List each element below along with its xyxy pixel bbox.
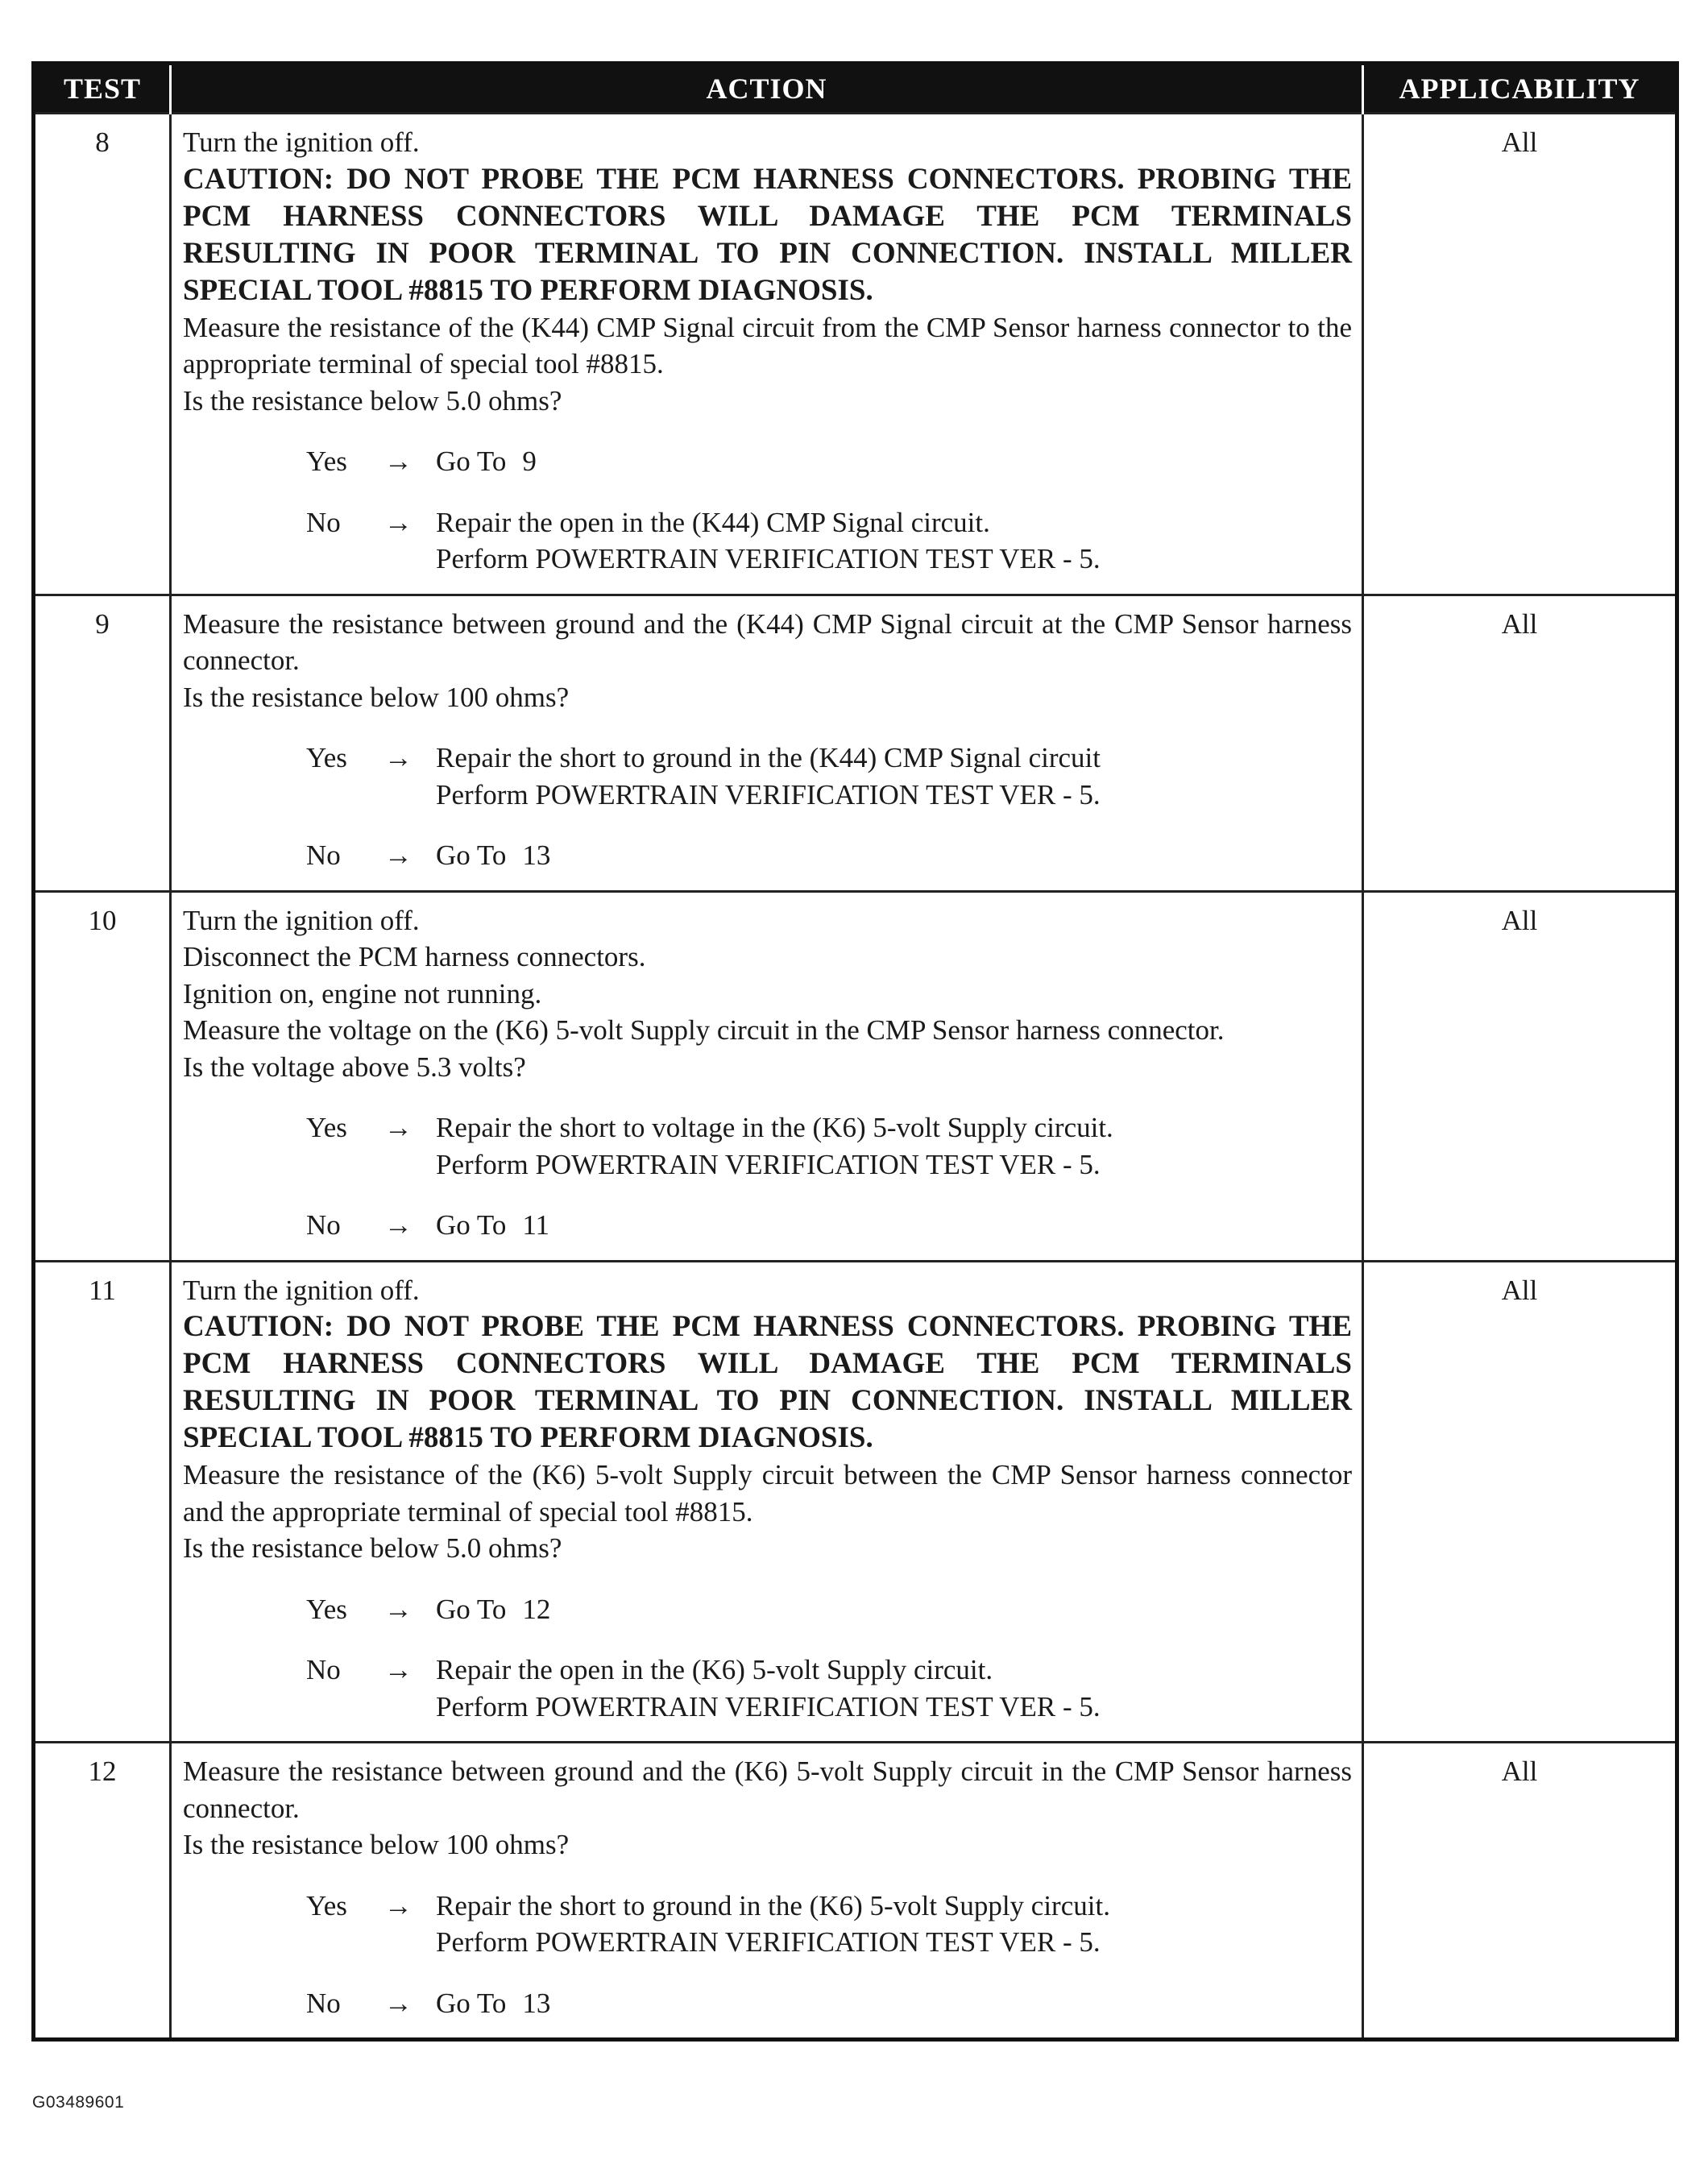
yes-result	[436, 740, 1352, 813]
table-row	[34, 891, 1677, 1261]
no-result	[436, 1652, 1352, 1725]
yes-outcome	[306, 443, 1352, 480]
step-text: Disconnect the PCM harness connectors.	[183, 941, 646, 972]
step-text: Measure the resistance of the (K6) 5-volt Supply circuit between the CMP Sensor harness connector and the appropriate terminal of special tool #8815.	[183, 1459, 1352, 1528]
test-number: 9	[34, 595, 171, 891]
yes-result	[436, 1591, 1352, 1628]
goto-test-number: 9	[522, 446, 537, 477]
arrow-icon: →	[384, 742, 412, 773]
step-text: Measure the resistance between ground and the (K6) 5-volt Supply circuit in the CMP Sensor harness connector.	[183, 1756, 1352, 1824]
test-number: 12	[34, 1743, 171, 2040]
question-text: Is the voltage above 5.3 volts?	[183, 1051, 526, 1083]
yes-outcome	[306, 1591, 1352, 1628]
action-cell	[171, 891, 1363, 1261]
table-row	[34, 1261, 1677, 1743]
result-line: Repair the short to ground in the (K44) CMP Signal circuit	[436, 742, 1101, 773]
goto-test-number: 13	[522, 839, 551, 871]
result-line: Repair the open in the (K6) 5-volt Supply circuit.	[436, 1654, 993, 1685]
table-header	[34, 64, 1677, 114]
test-number: 10	[34, 891, 171, 1261]
applicability-cell: All	[1363, 1261, 1677, 1743]
yes-outcome	[306, 1888, 1352, 1961]
yes-result	[436, 1109, 1352, 1183]
header-action: ACTION	[171, 64, 1363, 114]
question-text: Is the resistance below 100 ohms?	[183, 1829, 570, 1860]
goto-line	[436, 837, 1352, 874]
arrow-icon: →	[384, 1112, 412, 1143]
question-text: Is the resistance below 5.0 ohms?	[183, 384, 562, 417]
no-label: No	[306, 1654, 341, 1685]
applicability-cell: All	[1363, 595, 1677, 891]
header-test: TEST	[34, 64, 171, 114]
result-line: Perform POWERTRAIN VERIFICATION TEST VER - 5.	[436, 1926, 1101, 1958]
result-line: Perform POWERTRAIN VERIFICATION TEST VER - 5.	[436, 543, 1101, 574]
yes-outcome	[306, 740, 1352, 813]
no-outcome	[306, 837, 1352, 874]
arrow-icon: →	[384, 1654, 412, 1685]
no-outcome	[306, 1652, 1352, 1725]
diagnostic-table	[31, 61, 1679, 2042]
result-line: Go To	[436, 839, 507, 871]
step-text: Turn the ignition off.	[183, 1274, 420, 1306]
step-text: Turn the ignition off.	[183, 904, 420, 936]
result-line: Go To	[436, 1987, 507, 2019]
yes-label: Yes	[306, 446, 347, 477]
goto-line	[436, 1591, 1352, 1628]
header-applicability: APPLICABILITY	[1363, 64, 1677, 114]
goto-line	[436, 1207, 1352, 1244]
action-cell	[171, 595, 1363, 891]
step-text: Turn the ignition off.	[183, 126, 420, 158]
step-text: Measure the resistance between ground and the (K44) CMP Signal circuit at the CMP Sensor harness connector.	[183, 607, 1352, 676]
result-line: Go To	[436, 1593, 507, 1625]
result-line: Go To	[436, 446, 507, 477]
step-text: Measure the voltage on the (K6) 5-volt Supply circuit in the CMP Sensor harness connector.	[183, 1014, 1225, 1046]
action-cell	[171, 1261, 1363, 1743]
no-outcome	[306, 1207, 1352, 1244]
no-label: No	[306, 839, 341, 871]
yes-label: Yes	[306, 742, 347, 773]
table-row	[34, 114, 1677, 595]
goto-line	[436, 443, 1352, 480]
arrow-icon: →	[384, 506, 412, 538]
no-result	[436, 837, 1352, 874]
action-cell	[171, 114, 1363, 595]
result-line: Repair the short to voltage in the (K6) 5-volt Supply circuit.	[436, 1112, 1113, 1143]
applicability-cell: All	[1363, 891, 1677, 1261]
table-row	[34, 595, 1677, 891]
test-number: 8	[34, 114, 171, 595]
arrow-icon: →	[384, 1987, 412, 2019]
result-line: Repair the short to ground in the (K6) 5-volt Supply circuit.	[436, 1889, 1110, 1921]
no-result	[436, 504, 1352, 578]
no-outcome	[306, 1985, 1352, 2022]
result-line: Perform POWERTRAIN VERIFICATION TEST VER - 5.	[436, 778, 1101, 810]
goto-test-number: 12	[522, 1593, 551, 1625]
goto-test-number: 13	[522, 1987, 551, 2019]
step-text: Ignition on, engine not running.	[183, 977, 542, 1009]
goto-test-number: 11	[522, 1209, 550, 1241]
no-outcome	[306, 504, 1352, 578]
result-line: Perform POWERTRAIN VERIFICATION TEST VER - 5.	[436, 1690, 1101, 1722]
arrow-icon: →	[384, 1209, 412, 1241]
no-label: No	[306, 506, 341, 538]
no-result	[436, 1207, 1352, 1244]
table-body	[34, 114, 1677, 2040]
question-text: Is the resistance below 5.0 ohms?	[183, 1532, 562, 1564]
yes-outcome	[306, 1109, 1352, 1183]
yes-label: Yes	[306, 1112, 347, 1143]
table-row	[34, 1743, 1677, 2040]
yes-label: Yes	[306, 1593, 347, 1625]
arrow-icon: →	[384, 446, 412, 477]
caution-text: CAUTION: DO NOT PROBE THE PCM HARNESS CONNECTORS. PROBING THE PCM HARNESS CONNECTORS WILL DAMAGE THE PCM TERMINALS RESULTING IN POOR TERMINAL TO PIN CONNECTION. INSTALL MILLER SPECIAL TOOL #8815 TO PERFORM DIAGNOSIS.	[183, 162, 1352, 307]
goto-line	[436, 1985, 1352, 2022]
result-line: Perform POWERTRAIN VERIFICATION TEST VER - 5.	[436, 1148, 1101, 1180]
yes-result	[436, 1888, 1352, 1961]
no-result	[436, 1985, 1352, 2022]
question-text: Is the resistance below 100 ohms?	[183, 681, 570, 713]
arrow-icon: →	[384, 1889, 412, 1921]
result-line: Go To	[436, 1209, 507, 1241]
result-line: Repair the open in the (K44) CMP Signal circuit.	[436, 506, 990, 538]
figure-id: G03489601	[32, 2093, 125, 2112]
test-number: 11	[34, 1261, 171, 1743]
yes-result	[436, 443, 1352, 480]
applicability-cell: All	[1363, 1743, 1677, 2040]
step-text: Measure the resistance of the (K44) CMP Signal circuit from the CMP Sensor harness connector to the appropriate terminal of special tool #8815.	[183, 311, 1352, 379]
caution-text: CAUTION: DO NOT PROBE THE PCM HARNESS CONNECTORS. PROBING THE PCM HARNESS CONNECTORS WILL DAMAGE THE PCM TERMINALS RESULTING IN POOR TERMINAL TO PIN CONNECTION. INSTALL MILLER SPECIAL TOOL #8815 TO PERFORM DIAGNOSIS.	[183, 1310, 1352, 1454]
arrow-icon: →	[384, 1593, 412, 1625]
no-label: No	[306, 1987, 341, 2019]
action-cell	[171, 1743, 1363, 2040]
yes-label: Yes	[306, 1889, 347, 1921]
applicability-cell: All	[1363, 114, 1677, 595]
diagnostic-sheet	[31, 61, 1675, 2042]
arrow-icon: →	[384, 839, 412, 871]
no-label: No	[306, 1209, 341, 1241]
